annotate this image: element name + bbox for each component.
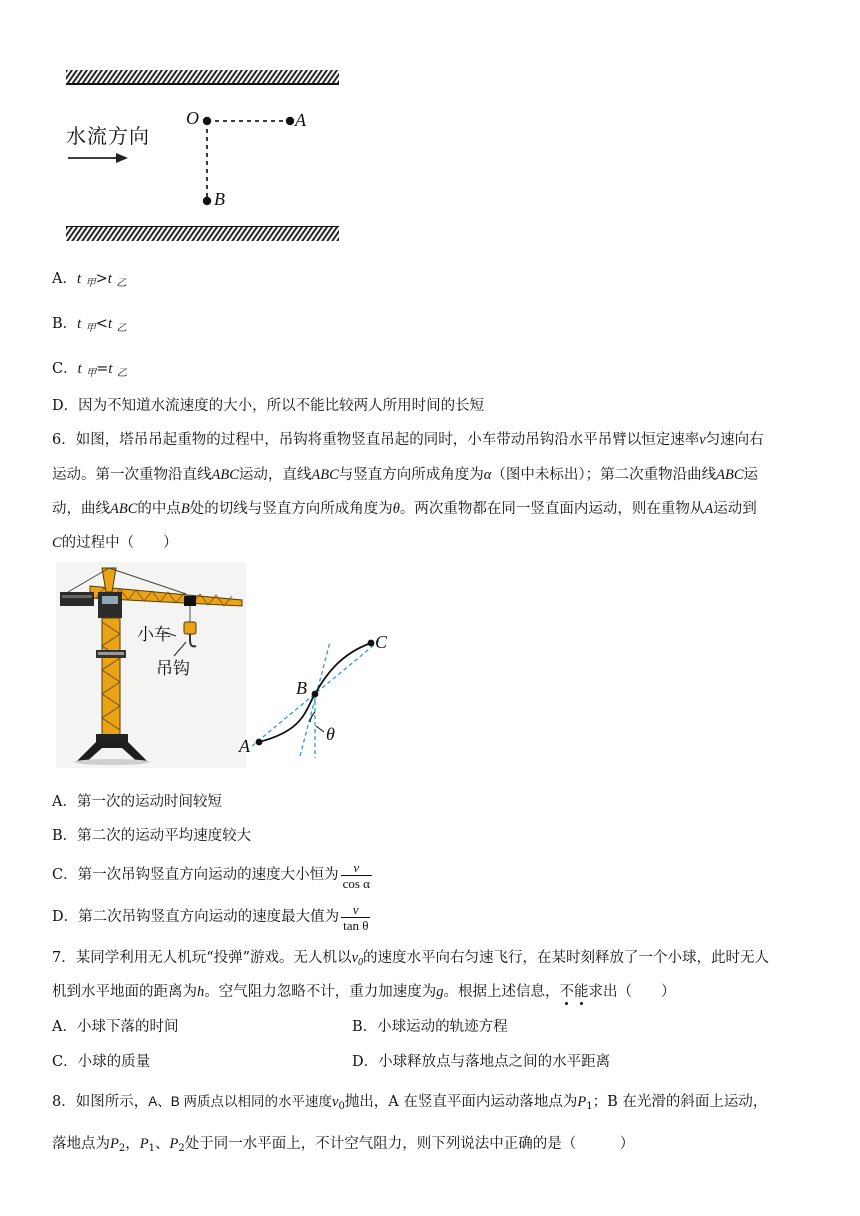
curve-label-theta: θ <box>326 724 335 744</box>
emphasis-can: 能 <box>574 984 589 1000</box>
q7-option-b[interactable]: B．小球运动的轨迹方程 <box>352 1019 508 1035</box>
point-a <box>286 117 294 125</box>
curve-point-b <box>312 691 319 698</box>
point-b <box>203 197 211 205</box>
label-o: O <box>186 108 199 128</box>
q6-stem-line-1: 6．如图，塔吊吊起重物的过程中，吊钩将重物竖直吊起的同时，小车带动吊钩沿水平吊臂以恒定速率v匀速向右 <box>52 432 764 448</box>
label-a: A <box>295 110 306 130</box>
point-o <box>203 117 211 125</box>
q7-option-d[interactable]: D．小球释放点与落地点之间的水平距离 <box>352 1054 611 1070</box>
curve-label-b: B <box>296 678 307 698</box>
q6-option-c[interactable]: C．第一次吊钩竖直方向运动的速度大小恒为 $\frac{v}{\text{cos α}}$ <box>52 859 370 891</box>
crane-illustration <box>56 562 246 768</box>
curve-label-c: C <box>375 632 388 652</box>
q6-stem-line-4: C的过程中（ ） <box>52 535 178 551</box>
q7-option-a[interactable]: A．小球下落的时间 <box>52 1019 179 1035</box>
q8-stem-line-2: 落地点为$P_2$，$P_1$、$P_2$处于同一水平面上，不计空气阻力，则下列说法中正确的是（ ） <box>52 1136 635 1154</box>
crane-trolley-label: 小车 <box>137 625 171 645</box>
q7-stem-line-1: 7．某同学利用无人机玩“投弹”游戏。无人机以$v_0$的速度水平向右匀速飞行，在某时刻释放了一个小球，此时无人 <box>52 950 769 968</box>
curve-point-c <box>368 640 375 647</box>
q5-option-c[interactable]: C．t $_甲$=t $_乙$ <box>52 361 128 379</box>
fraction-v-over-tan-theta: $\frac{v}{\text{tan θ}}$ <box>343 901 369 933</box>
crane-hook-label: 吊钩 <box>156 659 190 679</box>
q6-option-b[interactable]: B．第二次的运动平均速度较大 <box>52 828 252 844</box>
q5-option-a[interactable]: A．t $_甲$>t $_乙$ <box>52 271 127 289</box>
label-b: B <box>214 189 225 209</box>
river-diagram <box>60 64 345 246</box>
q6-option-d[interactable]: D．第二次吊钩竖直方向运动的速度最大值为 $\frac{v}{\text{tan θ}}$ <box>52 901 369 933</box>
q5-option-d[interactable]: D．因为不知道水流速度的大小，所以不能比较两人所用时间的长短 <box>52 398 485 414</box>
q7-option-c[interactable]: C．小球的质量 <box>52 1054 151 1070</box>
q6-stem-line-3: 动，曲线ABC的中点B处的切线与竖直方向所成角度为θ。两次重物都在同一竖直面内运动，则在重物从A运动到 <box>52 501 757 517</box>
fraction-v-over-cos-alpha: $\frac{v}{\text{cos α}}$ <box>342 859 370 891</box>
emphasis-not: 不 <box>559 984 574 1000</box>
q7-stem-line-2: 机到水平地面的距离为h。空气阻力忽略不计，重力加速度为g。根据上述信息，不能求出（ ） <box>52 984 676 1000</box>
q5-option-b[interactable]: B．t $_甲$<t $_乙$ <box>52 316 127 334</box>
curve-point-a <box>256 739 263 746</box>
q8-stem-line-1: 8．如图所示，A、B 两质点以相同的水平速度$v_0$抛出，A 在竖直平面内运动落地点为$P_1$；B 在光滑的斜面上运动， <box>52 1094 768 1112</box>
q6-stem-line-2: 运动。第一次重物沿直线ABC运动，直线ABC与竖直方向所成角度为α（图中未标出）；第二次重物沿曲线ABC运 <box>52 467 759 483</box>
q6-option-a[interactable]: A．第一次的运动时间较短 <box>52 794 222 810</box>
curve-label-a: A <box>239 736 250 756</box>
flow-direction-label: 水流方向 <box>66 124 150 148</box>
crane-trolley <box>184 596 196 606</box>
upper-bank <box>66 70 339 84</box>
lower-bank <box>66 227 339 241</box>
